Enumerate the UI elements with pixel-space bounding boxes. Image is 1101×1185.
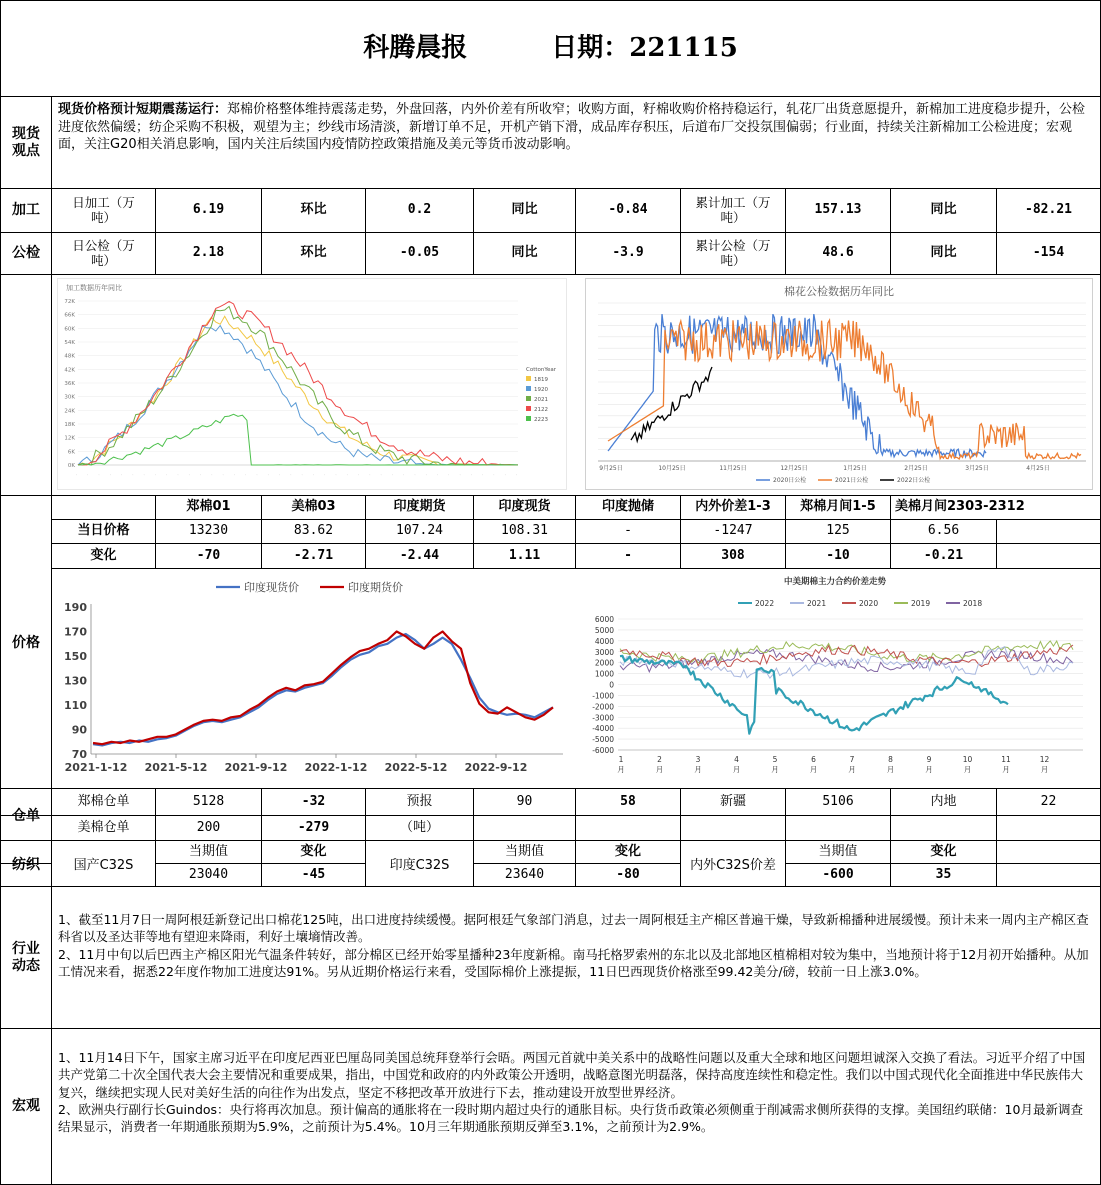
forecast-change: 58 xyxy=(576,789,681,815)
price-header-7: 美棉月间2303-2312 xyxy=(895,499,1025,515)
y-tick-label: 72K xyxy=(64,299,75,305)
y-tick-label: 0 xyxy=(609,680,614,690)
price-change-3: 1.11 xyxy=(474,544,576,568)
header xyxy=(1,1,1100,97)
legend-label-2021: 2021 xyxy=(807,599,827,608)
india-series-印度现货价 xyxy=(93,634,553,745)
india-price-chart-svg xyxy=(58,572,570,784)
processing-series-2021 xyxy=(78,306,518,465)
x-tick-label: 2021-9-12 xyxy=(224,761,288,774)
x-tick-mark: · xyxy=(254,473,260,477)
x-tick-unit: 月 xyxy=(617,765,625,774)
yarn-label: 纺织 xyxy=(1,841,52,887)
inland-value: 22 xyxy=(1040,793,1057,809)
processing-yoy-label: 同比 xyxy=(474,189,576,232)
spread-chart xyxy=(578,572,1093,784)
industry-paragraph-1: 1、截至11月7日一周阿根廷新登记出口棉花125吨，出口进度持续缓慢。据阿根廷气象部门消息，过去一周阿根廷主产棉区普遍干燥，导致新棉播种进展缓慢。预计未来一周内主产棉区查科省以及圣达菲等地有望迎来降雨，利好土壤墒情改善。 xyxy=(58,912,1089,945)
y-tick-label: 5000 xyxy=(594,625,614,635)
y-tick-label: -5000 xyxy=(592,735,614,745)
x-tick-mark: · xyxy=(401,473,407,477)
inspection-chart-svg xyxy=(586,279,1092,489)
y-tick-label: 54K xyxy=(64,340,75,346)
yarn-row-2 xyxy=(1,864,1100,887)
price-header-2: 印度期货 xyxy=(366,496,474,519)
x-tick-label: 2月25日 xyxy=(904,465,928,472)
legend-label-1819: 1819 xyxy=(534,377,548,383)
inspection-label: 公检 xyxy=(1,233,52,274)
legend-swatch-1920 xyxy=(526,386,531,391)
y-tick-label: 6K xyxy=(67,449,75,456)
industry-label: 行业动态 xyxy=(1,887,52,1028)
processing-chart xyxy=(57,278,567,490)
x-tick-mark: · xyxy=(85,473,91,477)
x-tick-label: 5 xyxy=(772,755,778,764)
processing-yoy-value: -0.84 xyxy=(576,189,681,232)
x-tick-unit: 月 xyxy=(694,765,702,774)
india-c32s-value: 23640 xyxy=(474,864,576,886)
x-tick-mark: · xyxy=(446,473,452,477)
x-tick-unit: 月 xyxy=(809,765,818,774)
x-tick-mark: · xyxy=(412,473,418,477)
india-c32s-change: -80 xyxy=(576,864,681,886)
y-tick-label: 18K xyxy=(64,422,75,428)
warehouse-row-2 xyxy=(1,816,1100,841)
x-tick-unit: 月 xyxy=(848,765,856,774)
x-tick-mark: · xyxy=(73,473,79,477)
x-tick-mark: · xyxy=(96,473,102,477)
x-tick-label: 12月25日 xyxy=(780,465,808,472)
y-tick-label: -3000 xyxy=(592,713,614,723)
spot-view-text: 郑棉价格整体维持震荡走势，外盘回落，内外价差有所收窄；收购方面，籽棉收购价格持稳运行，轧花厂出货意愿提升，新棉加工进度稳步提升，公检进度依然偏缓；纺企采购不积极，观望为主；纱线市场清淡，新增订单不足，开机产销下滑，成品库存积压，后道布厂交投氛围偏弱；行业面，持续关注新棉加工公检进度；宏观面，关注G20相关消息影响，国内关注后续国内疫情防控政策措施及美元等货币波动影响。 xyxy=(58,102,1086,153)
processing-mom-value: 0.2 xyxy=(366,189,474,232)
warehouse-label: 仓单 xyxy=(1,789,52,841)
x-tick-label: 2 xyxy=(657,755,662,764)
inspection-cum-yoy-value: -154 xyxy=(1032,245,1065,261)
x-tick-label: 2022-9-12 xyxy=(464,761,528,774)
y-tick-label: 12K xyxy=(64,435,75,442)
x-tick-mark: · xyxy=(130,473,136,477)
processing-cum-label: 累计加工（万吨） xyxy=(681,189,786,232)
x-tick-label: 12 xyxy=(1039,755,1050,764)
x-tick-unit: 月 xyxy=(925,765,933,774)
zheng-warehouse-value: 5128 xyxy=(156,789,262,815)
price-change-2: -2.44 xyxy=(366,544,474,568)
processing-series-2223 xyxy=(78,414,518,465)
macro-paragraph-2: 2、欧洲央行副行长Guindos：央行将再次加息。预计偏高的通胀将在一段时期内超过央行的通胀目标。央行货币政策必须侧重于削减需求侧所获得的支撑。美国纽约联储：10月最新调查结果显示，消费者一年期通胀预期为5.9%，之前预计为5.4%。10月三年期通胀预期反弹至3.1%，之前预计为2.9%。 xyxy=(58,1101,1083,1134)
legend-label-2018: 2018 xyxy=(963,599,983,608)
processing-row xyxy=(1,189,1100,233)
x-tick-mark: · xyxy=(119,473,124,477)
x-tick-label: 9月25日 xyxy=(599,465,623,472)
price-change-6: -10 xyxy=(786,544,891,568)
inspection-chart xyxy=(585,278,1093,490)
y-tick-label: -6000 xyxy=(592,746,614,755)
macro-paragraph-1: 1、11月14日下午，国家主席习近平在印度尼西亚巴厘岛同美国总统拜登举行会晤。两国元首就中美关系中的战略性问题以及重大全球和地区问题坦诚深入交换了看法。习近平介绍了中国共产党第二十次全国代表大会主要情况和重要成果，指出，中国党和政府的内外政策公开透明，战略意图光明磊落，保持高度连续性和稳定性。我们以中国式现代化全面推进中华民族伟大复兴，继续把实现人民对美好生活的向往作为出发点，坚定不移把改革开放进行下去，推动建设开放型世界经济。 xyxy=(58,1050,1086,1100)
price-today-4: - xyxy=(576,520,681,543)
domestic-c32s-change: -45 xyxy=(262,864,366,886)
us-warehouse-value: 200 xyxy=(156,816,262,840)
inspection-row xyxy=(1,233,1100,275)
price-today-5: -1247 xyxy=(681,520,786,543)
x-tick-mark: · xyxy=(457,473,463,477)
y-tick-label: 48K xyxy=(64,353,75,360)
yarn-cur-label-1: 当期值 xyxy=(156,841,262,863)
inspection-mom-value: -0.05 xyxy=(366,233,474,274)
price-today-0: 13230 xyxy=(156,520,262,543)
price-change-4: - xyxy=(576,544,681,568)
price-header-6: 郑棉月间1-5 xyxy=(786,496,891,519)
x-tick-label: 2022-1-12 xyxy=(304,761,368,774)
x-tick-mark: · xyxy=(220,473,226,477)
industry-row xyxy=(1,887,1100,1029)
x-tick-mark: · xyxy=(333,473,339,477)
y-tick-label: 24K xyxy=(64,408,75,415)
legend-title: CottonYear xyxy=(526,367,557,373)
y-tick-label: -2000 xyxy=(592,702,614,712)
x-tick-mark: · xyxy=(265,473,271,477)
legend-label-2022: 2022 xyxy=(755,599,775,608)
zheng-warehouse-label: 郑棉仓单 xyxy=(52,789,156,815)
yarn-chg-label-3: 变化 xyxy=(891,841,997,863)
price-today-6: 125 xyxy=(786,520,891,543)
y-tick-label: 170 xyxy=(64,625,87,639)
price-value-row xyxy=(1,520,1100,544)
inspection-yoy-value: -3.9 xyxy=(576,233,681,274)
legend-swatch-2021 xyxy=(526,396,531,401)
x-tick-mark: · xyxy=(344,473,350,477)
x-tick-label: 2022-5-12 xyxy=(384,761,448,774)
y-tick-label: 110 xyxy=(64,699,87,712)
processing-label: 加工 xyxy=(1,189,52,232)
legend-swatch-2122 xyxy=(526,406,531,411)
y-tick-label: 60K xyxy=(64,326,75,333)
x-tick-label: 10月25日 xyxy=(658,465,686,472)
price-change-5: 308 xyxy=(681,544,786,568)
x-tick-mark: · xyxy=(513,473,519,477)
yarn-cur-label-3: 当期值 xyxy=(786,841,891,863)
price-change-1: -2.71 xyxy=(262,544,366,568)
us-warehouse-change: -279 xyxy=(262,816,366,840)
x-tick-mark: · xyxy=(367,473,373,477)
y-tick-label: 150 xyxy=(64,650,87,663)
forecast-label: 预报 xyxy=(366,789,474,815)
spot-view-label: 现货观点 xyxy=(1,97,52,188)
inspection-mom-label: 环比 xyxy=(262,233,366,274)
price-today-2: 107.24 xyxy=(366,520,474,543)
x-tick-mark: · xyxy=(175,473,181,477)
price-header-5: 内外价差1-3 xyxy=(681,496,786,519)
x-tick-label: 4 xyxy=(734,755,739,764)
spot-view-row xyxy=(1,97,1100,189)
inspection-yoy-label: 同比 xyxy=(474,233,576,274)
x-tick-unit: 月 xyxy=(732,765,741,774)
price-change-7: -0.21 xyxy=(891,544,997,568)
x-tick-mark: · xyxy=(378,473,384,477)
x-tick-mark: · xyxy=(197,473,203,477)
x-tick-mark: · xyxy=(243,473,249,477)
y-tick-label: 6000 xyxy=(594,615,614,624)
y-tick-label: -1000 xyxy=(592,691,614,701)
processing-series-1920 xyxy=(78,326,518,466)
y-tick-label: 66K xyxy=(64,312,75,319)
x-tick-mark: · xyxy=(491,473,497,477)
report-date: 日期：221115 xyxy=(551,32,738,63)
x-tick-label: 2021-1-12 xyxy=(64,761,128,774)
x-tick-mark: · xyxy=(231,473,237,477)
inland-label: 内地 xyxy=(891,789,997,815)
x-tick-unit: 月 xyxy=(963,765,972,774)
x-tick-mark: · xyxy=(322,473,328,477)
forecast-value: 90 xyxy=(474,789,576,815)
x-tick-label: 11月25日 xyxy=(719,465,747,472)
x-tick-mark: · xyxy=(310,473,316,477)
price-header-4: 印度抛储 xyxy=(576,496,681,519)
legend-label-1920: 1920 xyxy=(534,387,548,393)
us-warehouse-label: 美棉仓单 xyxy=(52,816,156,840)
warehouse-unit: （吨） xyxy=(366,816,474,840)
x-tick-label: 1月25日 xyxy=(843,465,867,472)
india-c32s-label: 印度C32S xyxy=(366,841,474,887)
price-today-label: 当日价格 xyxy=(52,520,156,543)
x-tick-label: 3月25日 xyxy=(965,465,989,472)
x-tick-unit: 月 xyxy=(886,765,895,774)
y-tick-label: 30K xyxy=(64,394,75,401)
y-tick-label: 130 xyxy=(64,674,87,688)
x-tick-mark: · xyxy=(276,473,282,477)
x-tick-label: 6 xyxy=(811,755,816,764)
x-tick-label: 1 xyxy=(618,755,624,764)
processing-daily-value: 6.19 xyxy=(156,189,262,232)
legend-label-印度期货价: 印度期货价 xyxy=(348,581,403,594)
legend-swatch-1819 xyxy=(526,376,531,381)
legend-label-2021: 2021 xyxy=(534,397,548,403)
india-price-chart xyxy=(58,572,570,784)
x-tick-label: 11 xyxy=(1001,755,1011,764)
x-tick-mark: · xyxy=(288,473,294,477)
legend-label-2022日公检: 2022日公检 xyxy=(897,477,931,484)
price-today-1: 83.62 xyxy=(262,520,366,543)
price-today-7: 6.56 xyxy=(891,520,997,543)
india-series-印度期货价 xyxy=(93,632,553,745)
inspection-daily-label: 日公检（万吨） xyxy=(52,233,156,274)
x-tick-label: 8 xyxy=(888,755,893,764)
legend-label-印度现货价: 印度现货价 xyxy=(244,581,299,594)
y-tick-label: -4000 xyxy=(592,724,614,734)
c32s-spread-label: 内外C32S价差 xyxy=(681,841,786,887)
x-tick-mark: · xyxy=(141,473,147,477)
x-tick-mark: · xyxy=(299,473,305,477)
warehouse-row-1 xyxy=(1,789,1100,816)
inspection-cum-yoy-label: 同比 xyxy=(891,233,997,274)
c32s-spread-value: -600 xyxy=(786,864,891,886)
inspection-cum-label: 累计公检（万吨） xyxy=(681,233,786,274)
x-tick-mark: · xyxy=(480,473,486,477)
x-tick-label: 9 xyxy=(926,755,932,764)
x-tick-unit: 月 xyxy=(1040,765,1049,774)
legend-label-2021日公检: 2021日公检 xyxy=(835,477,869,484)
legend-label-2122: 2122 xyxy=(534,407,548,413)
macro-label: 宏观 xyxy=(1,1029,52,1184)
industry-paragraph-2: 2、11月中旬以后巴西主产棉区阳光气温条件转好，部分棉区已经开始零星播种23年度新棉。南马托格罗索州的东北以及北部地区植棉相对较为集中，当地预计将于12月初开始播种。从加工情况来看，据悉22年度作物加工进度达91%。另从近期价格运行来看，受国际棉价上涨提振，11日巴西现货价格涨至99.42美分/磅，较前一日上涨3.0%。 xyxy=(58,946,1089,979)
price-header-0: 郑棉01 xyxy=(156,496,262,519)
x-tick-label: 7 xyxy=(849,755,855,764)
y-tick-label: 42K xyxy=(64,367,75,374)
y-tick-label: 70 xyxy=(71,748,87,761)
x-tick-mark: · xyxy=(434,473,440,477)
processing-cum-yoy-label: 同比 xyxy=(891,189,997,232)
legend-swatch-2223 xyxy=(526,416,531,421)
c32s-spread-change: 35 xyxy=(891,864,997,886)
price-today-3: 108.31 xyxy=(474,520,576,543)
price-header-row xyxy=(1,496,1100,520)
domestic-c32s-label: 国产C32S xyxy=(52,841,156,887)
spot-view-lead: 现货价格预计短期震荡运行： xyxy=(58,102,228,117)
zheng-warehouse-change: -32 xyxy=(262,789,366,815)
inspection-chart-title: 棉花公检数据历年同比 xyxy=(784,285,894,298)
x-tick-unit: 月 xyxy=(771,765,779,774)
x-tick-mark: · xyxy=(502,473,508,477)
price-change-row xyxy=(1,544,1100,569)
processing-chart-svg xyxy=(58,279,566,489)
price-header-3: 印度现货 xyxy=(474,496,576,519)
inspection-cum-value: 48.6 xyxy=(786,233,891,274)
yarn-row-1 xyxy=(1,841,1100,864)
spread-chart-svg xyxy=(578,572,1093,784)
x-tick-label: 2021-5-12 xyxy=(144,761,208,774)
processing-mom-label: 环比 xyxy=(262,189,366,232)
y-tick-label: 36K xyxy=(64,381,75,387)
yarn-chg-label-1: 变化 xyxy=(262,841,366,863)
processing-cum-value: 157.13 xyxy=(786,189,891,232)
yarn-cur-label-2: 当期值 xyxy=(474,841,576,863)
report-title: 科腾晨报 xyxy=(363,32,468,63)
inspection-daily-value: 2.18 xyxy=(156,233,262,274)
xinjiang-label: 新疆 xyxy=(681,789,786,815)
x-tick-mark: · xyxy=(423,473,429,477)
price-change-label: 变化 xyxy=(52,544,156,568)
price-label: 价格 xyxy=(1,496,52,789)
x-tick-mark: · xyxy=(107,473,113,477)
x-tick-mark: · xyxy=(355,473,361,477)
processing-chart-title: 加工数据历年同比 xyxy=(66,284,122,292)
x-tick-mark: · xyxy=(186,473,192,477)
y-tick-label: 190 xyxy=(64,601,87,614)
legend-label-2020日公检: 2020日公检 xyxy=(773,477,807,484)
x-tick-label: 3 xyxy=(695,755,701,764)
x-tick-label: 4月25日 xyxy=(1026,465,1050,472)
x-tick-label: 10 xyxy=(962,755,973,764)
y-tick-label: 2000 xyxy=(594,658,614,668)
spread-chart-title: 中美期棉主力合约价差走势 xyxy=(783,577,887,587)
macro-row xyxy=(1,1029,1100,1184)
x-tick-unit: 月 xyxy=(655,765,664,774)
legend-label-2020: 2020 xyxy=(859,599,879,608)
domestic-c32s-value: 23040 xyxy=(156,864,262,886)
x-tick-mark: · xyxy=(468,473,474,477)
x-tick-mark: · xyxy=(152,473,158,477)
processing-series-1819 xyxy=(78,316,518,465)
yarn-chg-label-2: 变化 xyxy=(576,841,681,863)
legend-label-2223: 2223 xyxy=(534,417,548,423)
y-tick-label: 0K xyxy=(67,463,75,469)
x-tick-unit: 月 xyxy=(1002,765,1010,774)
y-tick-label: 1000 xyxy=(594,669,614,679)
legend-label-2019: 2019 xyxy=(911,599,931,608)
processing-daily-label: 日加工（万吨） xyxy=(52,189,156,232)
y-tick-label: 90 xyxy=(71,723,87,737)
processing-cum-yoy-value: -82.21 xyxy=(1025,202,1072,218)
y-tick-label: 3000 xyxy=(594,647,614,657)
xinjiang-value: 5106 xyxy=(786,789,891,815)
price-header-1: 美棉03 xyxy=(262,496,366,519)
x-tick-mark: · xyxy=(209,473,215,477)
price-change-0: -70 xyxy=(156,544,262,568)
x-tick-mark: · xyxy=(389,473,395,477)
x-tick-mark: · xyxy=(164,473,170,477)
y-tick-label: 4000 xyxy=(594,636,614,646)
